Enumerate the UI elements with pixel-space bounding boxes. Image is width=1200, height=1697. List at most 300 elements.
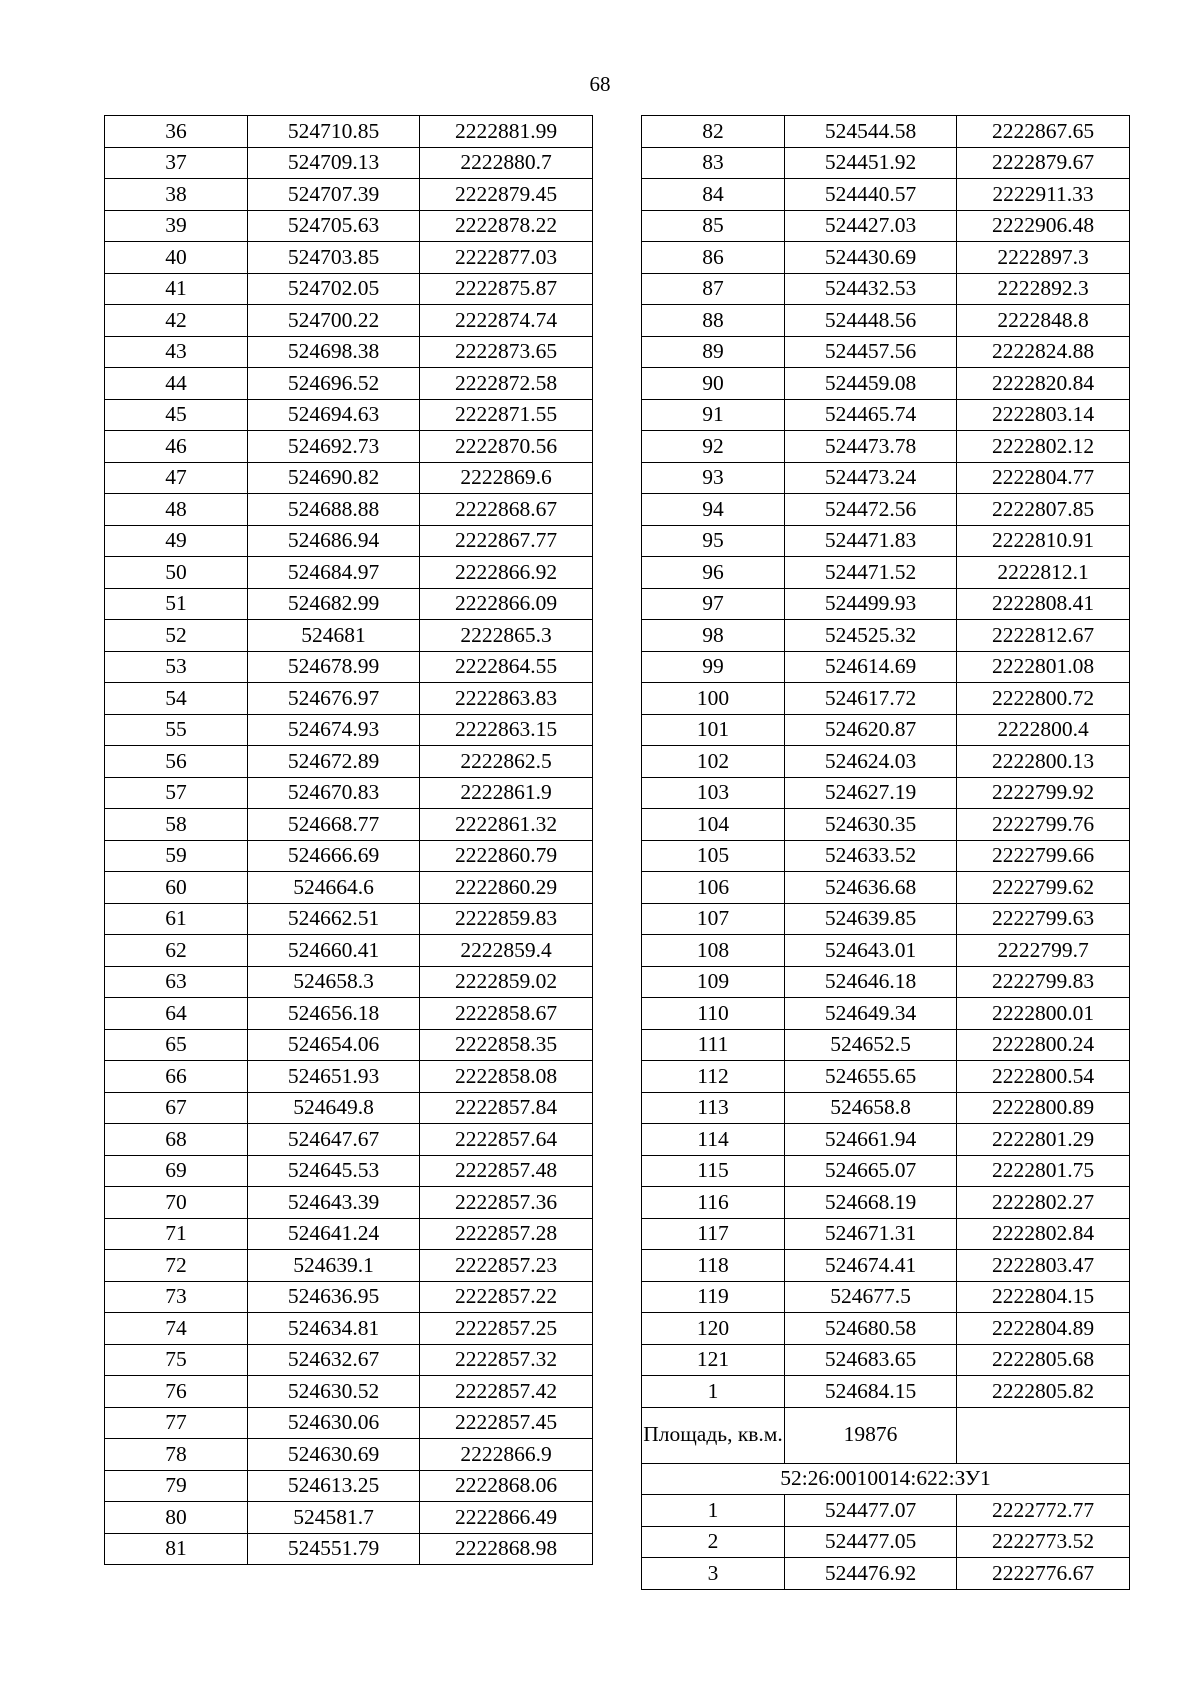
y-coordinate-cell: 2222867.77 [420, 525, 593, 557]
table-row [105, 872, 593, 904]
point-number-cell: 94 [642, 494, 785, 526]
x-coordinate-cell: 524694.63 [248, 399, 420, 431]
x-coordinate-cell: 524624.03 [785, 746, 957, 778]
y-coordinate-cell: 2222801.29 [957, 1124, 1130, 1156]
y-coordinate-cell: 2222857.64 [420, 1124, 593, 1156]
table-row [642, 998, 1130, 1030]
table-row [105, 273, 593, 305]
point-number-cell: 118 [642, 1250, 785, 1282]
point-number-cell: 42 [105, 305, 248, 337]
point-number-cell: 71 [105, 1218, 248, 1250]
table-row [642, 966, 1130, 998]
x-coordinate-cell: 524630.69 [248, 1439, 420, 1471]
x-coordinate-cell: 524427.03 [785, 210, 957, 242]
x-coordinate-cell: 524660.41 [248, 935, 420, 967]
point-number-cell: 58 [105, 809, 248, 841]
y-coordinate-cell: 2222857.28 [420, 1218, 593, 1250]
y-coordinate-cell: 2222870.56 [420, 431, 593, 463]
y-coordinate-cell: 2222801.75 [957, 1155, 1130, 1187]
y-coordinate-cell: 2222857.84 [420, 1092, 593, 1124]
x-coordinate-cell: 524684.15 [785, 1376, 957, 1408]
point-number-cell: 76 [105, 1376, 248, 1408]
point-number-cell: 52 [105, 620, 248, 652]
point-number-cell: 48 [105, 494, 248, 526]
table-row [642, 1061, 1130, 1093]
y-coordinate-cell: 2222810.91 [957, 525, 1130, 557]
point-number-cell: 37 [105, 147, 248, 179]
point-number-cell: 86 [642, 242, 785, 274]
x-coordinate-cell: 524457.56 [785, 336, 957, 368]
x-coordinate-cell: 524707.39 [248, 179, 420, 211]
y-coordinate-cell: 2222866.9 [420, 1439, 593, 1471]
table-row [105, 1407, 593, 1439]
point-number-cell: 101 [642, 714, 785, 746]
table-row [105, 1533, 593, 1565]
table-row [105, 840, 593, 872]
table-row [642, 714, 1130, 746]
table-row [642, 1281, 1130, 1313]
x-coordinate-cell: 524634.81 [248, 1313, 420, 1345]
point-number-cell: 67 [105, 1092, 248, 1124]
y-coordinate-cell: 2222865.3 [420, 620, 593, 652]
y-coordinate-cell: 2222799.76 [957, 809, 1130, 841]
table-row [105, 557, 593, 589]
y-coordinate-cell: 2222802.84 [957, 1218, 1130, 1250]
y-coordinate-cell: 2222859.02 [420, 966, 593, 998]
x-coordinate-cell: 524710.85 [248, 116, 420, 148]
point-number-cell: 70 [105, 1187, 248, 1219]
point-number-cell: 114 [642, 1124, 785, 1156]
x-coordinate-cell: 524672.89 [248, 746, 420, 778]
x-coordinate-cell: 524499.93 [785, 588, 957, 620]
y-coordinate-cell: 2222799.92 [957, 777, 1130, 809]
point-number-cell: 63 [105, 966, 248, 998]
y-coordinate-cell: 2222868.06 [420, 1470, 593, 1502]
table-row [105, 1092, 593, 1124]
y-coordinate-cell: 2222812.1 [957, 557, 1130, 589]
y-coordinate-cell: 2222808.41 [957, 588, 1130, 620]
table-row [105, 1439, 593, 1471]
y-coordinate-cell: 2222802.12 [957, 431, 1130, 463]
table-row [642, 210, 1130, 242]
x-coordinate-cell: 524581.7 [248, 1502, 420, 1534]
y-coordinate-cell: 2222800.54 [957, 1061, 1130, 1093]
x-coordinate-cell: 524686.94 [248, 525, 420, 557]
x-coordinate-cell: 524544.58 [785, 116, 957, 148]
point-number-cell: 73 [105, 1281, 248, 1313]
y-coordinate-cell: 2222799.62 [957, 872, 1130, 904]
table-row [105, 210, 593, 242]
y-coordinate-cell: 2222857.45 [420, 1407, 593, 1439]
x-coordinate-cell: 524681 [248, 620, 420, 652]
table-row [642, 336, 1130, 368]
y-coordinate-cell: 2222804.77 [957, 462, 1130, 494]
y-coordinate-cell: 2222866.49 [420, 1502, 593, 1534]
table-row [105, 588, 593, 620]
y-coordinate-cell: 2222799.63 [957, 903, 1130, 935]
x-coordinate-cell: 524430.69 [785, 242, 957, 274]
y-coordinate-cell: 2222857.48 [420, 1155, 593, 1187]
y-coordinate-cell: 2222857.42 [420, 1376, 593, 1408]
y-coordinate-cell: 2222807.85 [957, 494, 1130, 526]
point-number-cell: 96 [642, 557, 785, 589]
y-coordinate-cell: 2222863.83 [420, 683, 593, 715]
y-coordinate-cell: 2222824.88 [957, 336, 1130, 368]
x-coordinate-cell: 524668.77 [248, 809, 420, 841]
table-row [105, 1124, 593, 1156]
point-number-cell: 121 [642, 1344, 785, 1376]
x-coordinate-cell: 524643.01 [785, 935, 957, 967]
point-number-cell: 83 [642, 147, 785, 179]
x-coordinate-cell: 524709.13 [248, 147, 420, 179]
y-coordinate-cell: 2222869.6 [420, 462, 593, 494]
x-coordinate-cell: 524639.85 [785, 903, 957, 935]
table-row [642, 872, 1130, 904]
point-number-cell: 97 [642, 588, 785, 620]
table-row [105, 714, 593, 746]
x-coordinate-cell: 524473.24 [785, 462, 957, 494]
x-coordinate-cell: 524636.68 [785, 872, 957, 904]
point-number-cell: 110 [642, 998, 785, 1030]
y-coordinate-cell: 2222857.22 [420, 1281, 593, 1313]
x-coordinate-cell: 524674.93 [248, 714, 420, 746]
table-row [105, 368, 593, 400]
table-row [642, 1526, 1130, 1558]
table-row [642, 651, 1130, 683]
x-coordinate-cell: 524649.34 [785, 998, 957, 1030]
y-coordinate-cell: 2222878.22 [420, 210, 593, 242]
point-number-cell: 80 [105, 1502, 248, 1534]
y-coordinate-cell: 2222881.99 [420, 116, 593, 148]
table-row [642, 683, 1130, 715]
point-number-cell: 104 [642, 809, 785, 841]
y-coordinate-cell: 2222897.3 [957, 242, 1130, 274]
table-row [642, 179, 1130, 211]
x-coordinate-cell: 524645.53 [248, 1155, 420, 1187]
table-row [642, 840, 1130, 872]
y-coordinate-cell: 2222848.8 [957, 305, 1130, 337]
table-row [642, 777, 1130, 809]
x-coordinate-cell: 524658.8 [785, 1092, 957, 1124]
x-coordinate-cell: 524440.57 [785, 179, 957, 211]
point-number-cell: 39 [105, 210, 248, 242]
x-coordinate-cell: 524646.18 [785, 966, 957, 998]
x-coordinate-cell: 524627.19 [785, 777, 957, 809]
y-coordinate-cell: 2222879.67 [957, 147, 1130, 179]
point-number-cell: 57 [105, 777, 248, 809]
x-coordinate-cell: 524641.24 [248, 1218, 420, 1250]
point-number-cell: 79 [105, 1470, 248, 1502]
table-row [105, 1502, 593, 1534]
point-number-cell: 115 [642, 1155, 785, 1187]
y-coordinate-cell: 2222866.09 [420, 588, 593, 620]
point-number-cell: 95 [642, 525, 785, 557]
table-row [105, 305, 593, 337]
point-number-cell: 59 [105, 840, 248, 872]
point-number-cell: 56 [105, 746, 248, 778]
table-row [642, 903, 1130, 935]
table-row [642, 494, 1130, 526]
table-row [105, 525, 593, 557]
table-row [105, 809, 593, 841]
section-heading: 52:26:0010014:622:ЗУ1 [642, 1463, 1130, 1495]
table-row [105, 116, 593, 148]
point-number-cell: 99 [642, 651, 785, 683]
y-coordinate-cell: 2222877.03 [420, 242, 593, 274]
table-row [105, 399, 593, 431]
point-number-cell: 2 [642, 1526, 785, 1558]
x-coordinate-cell: 524654.06 [248, 1029, 420, 1061]
y-coordinate-cell: 2222873.65 [420, 336, 593, 368]
x-coordinate-cell: 524472.56 [785, 494, 957, 526]
table-row [642, 1187, 1130, 1219]
x-coordinate-cell: 524652.5 [785, 1029, 957, 1061]
point-number-cell: 98 [642, 620, 785, 652]
x-coordinate-cell: 524690.82 [248, 462, 420, 494]
table-row [642, 1218, 1130, 1250]
y-coordinate-cell: 2222860.79 [420, 840, 593, 872]
table-row [105, 777, 593, 809]
table-row [642, 1155, 1130, 1187]
point-number-cell: 84 [642, 179, 785, 211]
point-number-cell: 61 [105, 903, 248, 935]
table-row [105, 494, 593, 526]
point-number-cell: 93 [642, 462, 785, 494]
table-row [642, 399, 1130, 431]
area-empty-cell [957, 1407, 1130, 1463]
table-row [642, 525, 1130, 557]
point-number-cell: 74 [105, 1313, 248, 1345]
y-coordinate-cell: 2222871.55 [420, 399, 593, 431]
y-coordinate-cell: 2222858.35 [420, 1029, 593, 1061]
point-number-cell: 88 [642, 305, 785, 337]
x-coordinate-cell: 524630.52 [248, 1376, 420, 1408]
table-row [105, 966, 593, 998]
table-row [105, 1250, 593, 1282]
table-row [642, 620, 1130, 652]
point-number-cell: 36 [105, 116, 248, 148]
table-row [105, 1029, 593, 1061]
table-row [642, 242, 1130, 274]
x-coordinate-cell: 524630.06 [248, 1407, 420, 1439]
area-row [642, 1407, 1130, 1463]
x-coordinate-cell: 524613.25 [248, 1470, 420, 1502]
x-coordinate-cell: 524525.32 [785, 620, 957, 652]
table-row [642, 1376, 1130, 1408]
point-number-cell: 112 [642, 1061, 785, 1093]
point-number-cell: 109 [642, 966, 785, 998]
y-coordinate-cell: 2222906.48 [957, 210, 1130, 242]
table-row [642, 1250, 1130, 1282]
x-coordinate-cell: 524656.18 [248, 998, 420, 1030]
table-row [105, 147, 593, 179]
x-coordinate-cell: 524678.99 [248, 651, 420, 683]
point-number-cell: 103 [642, 777, 785, 809]
x-coordinate-cell: 524670.83 [248, 777, 420, 809]
area-value: 19876 [785, 1407, 957, 1463]
y-coordinate-cell: 2222804.15 [957, 1281, 1130, 1313]
x-coordinate-cell: 524682.99 [248, 588, 420, 620]
point-number-cell: 89 [642, 336, 785, 368]
x-coordinate-cell: 524651.93 [248, 1061, 420, 1093]
table-row [105, 651, 593, 683]
point-number-cell: 106 [642, 872, 785, 904]
x-coordinate-cell: 524643.39 [248, 1187, 420, 1219]
point-number-cell: 120 [642, 1313, 785, 1345]
x-coordinate-cell: 524476.92 [785, 1558, 957, 1590]
y-coordinate-cell: 2222800.72 [957, 683, 1130, 715]
table-row [105, 179, 593, 211]
area-label: Площадь, кв.м. [642, 1407, 785, 1463]
y-coordinate-cell: 2222820.84 [957, 368, 1130, 400]
x-coordinate-cell: 524448.56 [785, 305, 957, 337]
y-coordinate-cell: 2222773.52 [957, 1526, 1130, 1558]
y-coordinate-cell: 2222858.08 [420, 1061, 593, 1093]
y-coordinate-cell: 2222872.58 [420, 368, 593, 400]
point-number-cell: 100 [642, 683, 785, 715]
point-number-cell: 51 [105, 588, 248, 620]
point-number-cell: 102 [642, 746, 785, 778]
point-number-cell: 90 [642, 368, 785, 400]
table-row [642, 809, 1130, 841]
x-coordinate-cell: 524680.58 [785, 1313, 957, 1345]
point-number-cell: 38 [105, 179, 248, 211]
x-coordinate-cell: 524465.74 [785, 399, 957, 431]
x-coordinate-cell: 524614.69 [785, 651, 957, 683]
y-coordinate-cell: 2222799.66 [957, 840, 1130, 872]
point-number-cell: 81 [105, 1533, 248, 1565]
x-coordinate-cell: 524459.08 [785, 368, 957, 400]
y-coordinate-cell: 2222804.89 [957, 1313, 1130, 1345]
coordinates-table-left [104, 115, 593, 1565]
point-number-cell: 72 [105, 1250, 248, 1282]
x-coordinate-cell: 524666.69 [248, 840, 420, 872]
y-coordinate-cell: 2222803.47 [957, 1250, 1130, 1282]
table-row [105, 1313, 593, 1345]
table-row [642, 1124, 1130, 1156]
table-row [105, 903, 593, 935]
y-coordinate-cell: 2222801.08 [957, 651, 1130, 683]
y-coordinate-cell: 2222859.4 [420, 935, 593, 967]
point-number-cell: 47 [105, 462, 248, 494]
x-coordinate-cell: 524636.95 [248, 1281, 420, 1313]
y-coordinate-cell: 2222800.01 [957, 998, 1130, 1030]
x-coordinate-cell: 524703.85 [248, 242, 420, 274]
point-number-cell: 41 [105, 273, 248, 305]
y-coordinate-cell: 2222772.77 [957, 1495, 1130, 1527]
x-coordinate-cell: 524647.67 [248, 1124, 420, 1156]
point-number-cell: 64 [105, 998, 248, 1030]
x-coordinate-cell: 524632.67 [248, 1344, 420, 1376]
point-number-cell: 46 [105, 431, 248, 463]
y-coordinate-cell: 2222857.23 [420, 1250, 593, 1282]
table-row [642, 1313, 1130, 1345]
y-coordinate-cell: 2222800.13 [957, 746, 1130, 778]
coordinates-table-right [641, 115, 1130, 1590]
x-coordinate-cell: 524477.05 [785, 1526, 957, 1558]
point-number-cell: 107 [642, 903, 785, 935]
y-coordinate-cell: 2222861.32 [420, 809, 593, 841]
table-row [642, 1558, 1130, 1590]
point-number-cell: 77 [105, 1407, 248, 1439]
table-row [642, 588, 1130, 620]
x-coordinate-cell: 524662.51 [248, 903, 420, 935]
point-number-cell: 91 [642, 399, 785, 431]
x-coordinate-cell: 524620.87 [785, 714, 957, 746]
x-coordinate-cell: 524671.31 [785, 1218, 957, 1250]
point-number-cell: 82 [642, 116, 785, 148]
table-row [642, 147, 1130, 179]
point-number-cell: 50 [105, 557, 248, 589]
point-number-cell: 60 [105, 872, 248, 904]
point-number-cell: 68 [105, 1124, 248, 1156]
x-coordinate-cell: 524700.22 [248, 305, 420, 337]
y-coordinate-cell: 2222874.74 [420, 305, 593, 337]
x-coordinate-cell: 524696.52 [248, 368, 420, 400]
y-coordinate-cell: 2222776.67 [957, 1558, 1130, 1590]
x-coordinate-cell: 524477.07 [785, 1495, 957, 1527]
table-row [105, 336, 593, 368]
point-number-cell: 69 [105, 1155, 248, 1187]
x-coordinate-cell: 524702.05 [248, 273, 420, 305]
table-row [105, 1061, 593, 1093]
x-coordinate-cell: 524451.92 [785, 147, 957, 179]
x-coordinate-cell: 524665.07 [785, 1155, 957, 1187]
x-coordinate-cell: 524658.3 [248, 966, 420, 998]
x-coordinate-cell: 524655.65 [785, 1061, 957, 1093]
table-row [105, 462, 593, 494]
table-row [105, 998, 593, 1030]
y-coordinate-cell: 2222857.25 [420, 1313, 593, 1345]
point-number-cell: 85 [642, 210, 785, 242]
point-number-cell: 65 [105, 1029, 248, 1061]
table-row [642, 1495, 1130, 1527]
y-coordinate-cell: 2222802.27 [957, 1187, 1130, 1219]
x-coordinate-cell: 524473.78 [785, 431, 957, 463]
y-coordinate-cell: 2222799.83 [957, 966, 1130, 998]
point-number-cell: 54 [105, 683, 248, 715]
point-number-cell: 3 [642, 1558, 785, 1590]
page-number: 68 [589, 72, 611, 96]
x-coordinate-cell: 524471.83 [785, 525, 957, 557]
point-number-cell: 116 [642, 1187, 785, 1219]
y-coordinate-cell: 2222867.65 [957, 116, 1130, 148]
point-number-cell: 78 [105, 1439, 248, 1471]
table-row [642, 368, 1130, 400]
table-row [642, 1029, 1130, 1061]
y-coordinate-cell: 2222812.67 [957, 620, 1130, 652]
y-coordinate-cell: 2222858.67 [420, 998, 593, 1030]
y-coordinate-cell: 2222800.89 [957, 1092, 1130, 1124]
x-coordinate-cell: 524649.8 [248, 1092, 420, 1124]
y-coordinate-cell: 2222863.15 [420, 714, 593, 746]
x-coordinate-cell: 524471.52 [785, 557, 957, 589]
section-heading-row [642, 1463, 1130, 1495]
point-number-cell: 108 [642, 935, 785, 967]
x-coordinate-cell: 524664.6 [248, 872, 420, 904]
x-coordinate-cell: 524698.38 [248, 336, 420, 368]
table-row [642, 273, 1130, 305]
point-number-cell: 55 [105, 714, 248, 746]
x-coordinate-cell: 524617.72 [785, 683, 957, 715]
y-coordinate-cell: 2222892.3 [957, 273, 1130, 305]
y-coordinate-cell: 2222805.82 [957, 1376, 1130, 1408]
table-row [105, 683, 593, 715]
point-number-cell: 117 [642, 1218, 785, 1250]
table-row [642, 557, 1130, 589]
y-coordinate-cell: 2222868.98 [420, 1533, 593, 1565]
x-coordinate-cell: 524551.79 [248, 1533, 420, 1565]
